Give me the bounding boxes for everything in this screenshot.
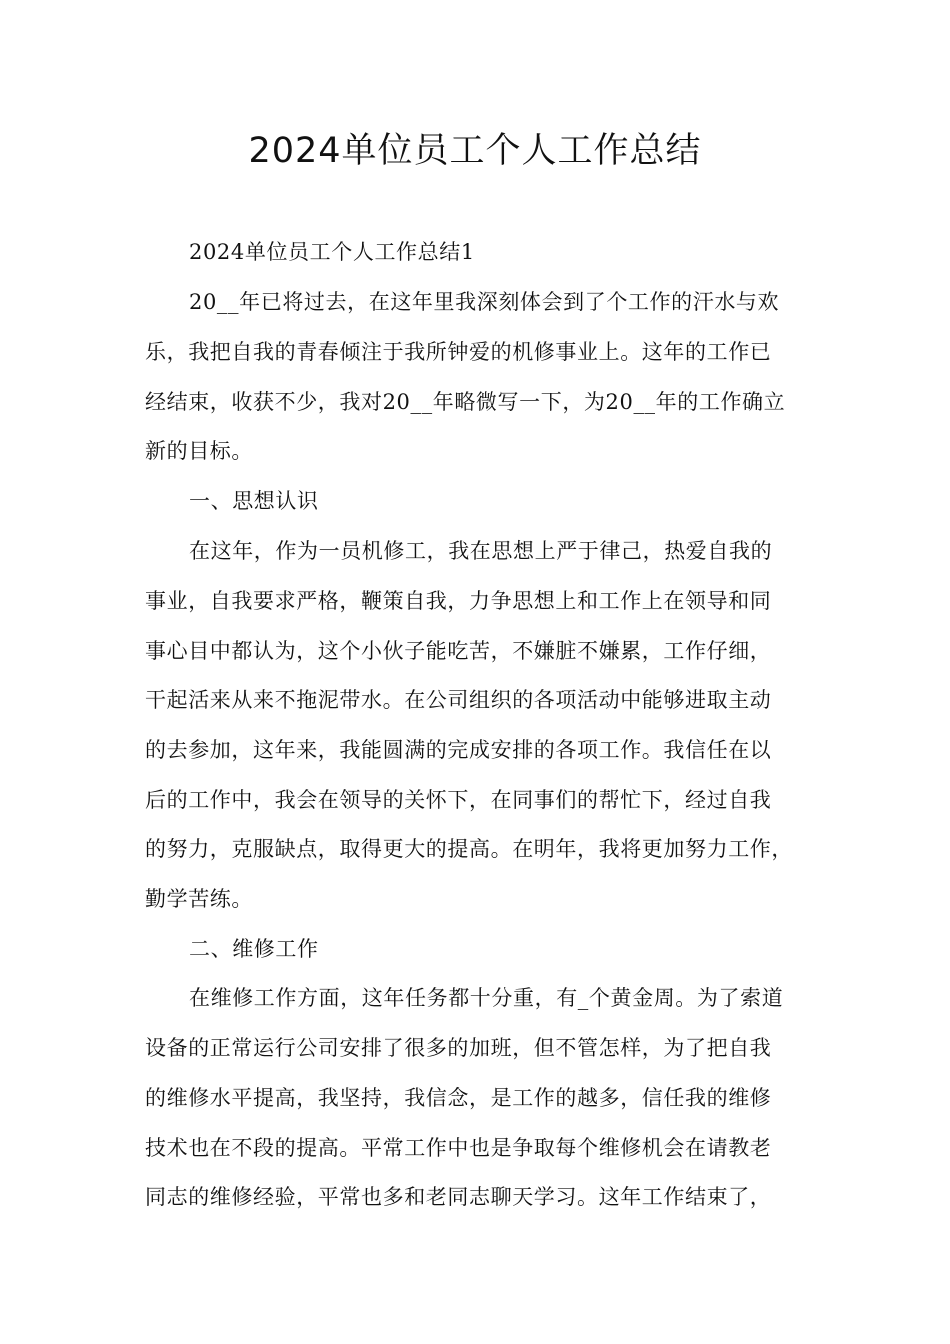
paragraph-line: 勤学苦练。 — [145, 887, 253, 911]
paragraph-line: 新的目标。 — [145, 439, 253, 463]
paragraph-line: 事业，自我要求严格，鞭策自我，力争思想上和工作上在领导和同 — [145, 589, 772, 613]
document-title: 2024单位员工个人工作总结 — [248, 131, 702, 171]
paragraph-line: 在维修工作方面，这年任务都十分重，有_个黄金周。为了索道 — [189, 986, 784, 1010]
paragraph-line: 的维修水平提高，我坚持，我信念，是工作的越多，信任我的维修 — [145, 1086, 772, 1110]
paragraph-line: 干起活来从来不拖泥带水。在公司组织的各项活动中能够进取主动 — [145, 688, 772, 712]
paragraph-line: 后的工作中，我会在领导的关怀下，在同事们的帮忙下，经过自我 — [145, 788, 772, 812]
paragraph-line: 事心目中都认为，这个小伙子能吃苦，不嫌脏不嫌累，工作仔细， — [145, 639, 772, 663]
paragraph-line: 乐，我把自我的青春倾注于我所钟爱的机修事业上。这年的工作已 — [145, 340, 772, 364]
paragraph-line: 的去参加，这年来，我能圆满的完成安排的各项工作。我信任在以 — [145, 738, 772, 762]
section-subtitle: 2024单位员工个人工作总结1 — [189, 240, 475, 264]
paragraph-line: 20__年已将过去，在这年里我深刻体会到了个工作的汗水与欢 — [189, 290, 780, 314]
paragraph-line: 在这年，作为一员机修工，我在思想上严于律己，热爱自我的 — [189, 539, 773, 563]
paragraph-line: 设备的正常运行公司安排了很多的加班，但不管怎样，为了把自我 — [145, 1036, 772, 1060]
section-heading: 二、维修工作 — [189, 937, 319, 961]
paragraph-line: 同志的维修经验，平常也多和老同志聊天学习。这年工作结束了， — [145, 1185, 772, 1209]
section-heading: 一、思想认识 — [189, 489, 319, 513]
paragraph-line: 的努力，克服缺点，取得更大的提高。在明年，我将更加努力工作， — [145, 837, 793, 861]
paragraph-line: 经结束，收获不少，我对20__年略微写一下，为20__年的工作确立 — [145, 390, 786, 414]
paragraph-line: 技术也在不段的提高。平常工作中也是争取每个维修机会在请教老 — [145, 1136, 772, 1160]
